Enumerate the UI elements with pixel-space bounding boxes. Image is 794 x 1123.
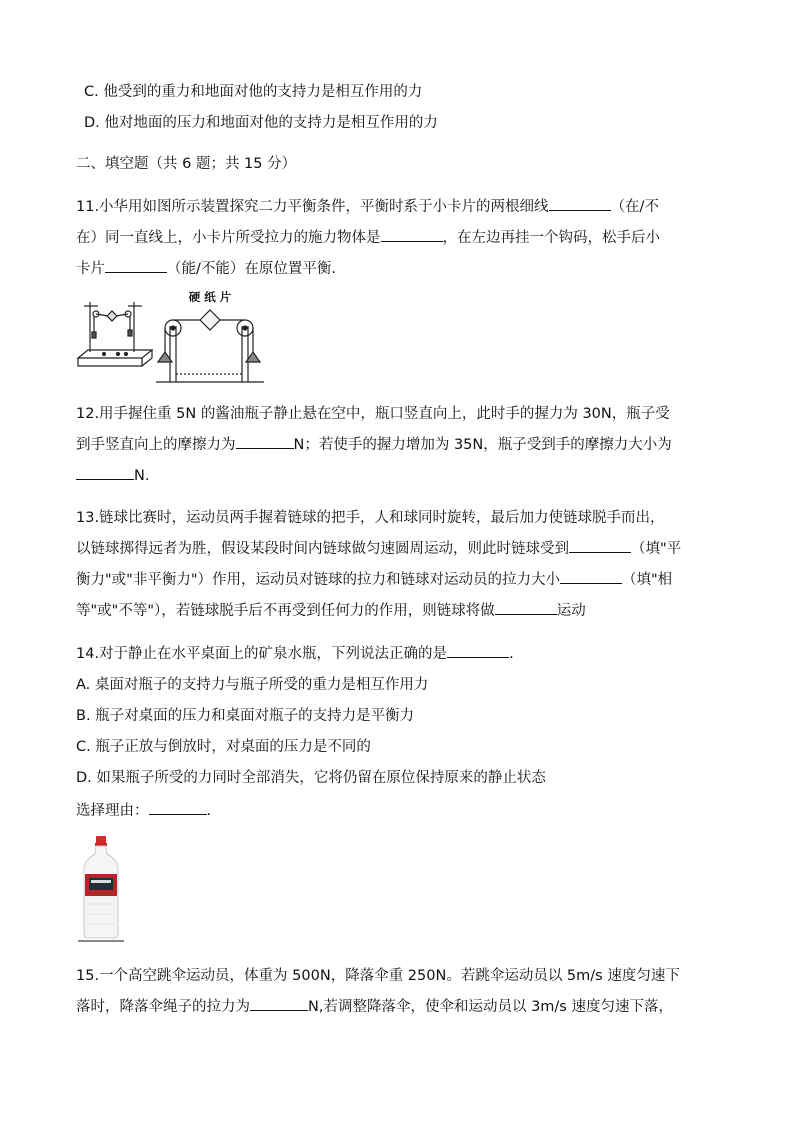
q12-line-1: 12.用手握住重 5N 的酱油瓶子静止悬在空中，瓶口竖直向上，此时手的握力为 30N，瓶子受	[76, 406, 670, 422]
answer-blank[interactable]	[105, 260, 167, 273]
answer-blank[interactable]	[447, 645, 509, 658]
q14-stem: 14.对于静止在水平桌面上的矿泉水瓶，下列说法正确的是 .	[76, 646, 514, 662]
option-c-prev: C. 他受到的重力和地面对他的支持力是相互作用的力	[84, 84, 423, 100]
q13-line-1: 13.链球比赛时，运动员两手握着链球的把手，人和球同时旋转，最后加力使链球脱手而出，	[76, 510, 665, 526]
answer-blank[interactable]	[560, 571, 622, 584]
apparatus-figure-left	[74, 294, 156, 380]
answer-blank[interactable]	[149, 802, 207, 815]
q14-option-b: B. 瓶子对桌面的压力和桌面对瓶子的支持力是平衡力	[76, 708, 415, 724]
q11-line-2: 在）同一直线上，小卡片所受拉力的施力物体是 ，在左边再挂一个钩码，松手后小	[76, 230, 660, 246]
option-d-prev: D. 他对地面的压力和地面对他的支持力是相互作用的力	[84, 115, 438, 131]
q13-line-4: 等"或"不等"），若链球脱手后不再受到任何力的作用，则链球将做 运动	[76, 603, 586, 619]
answer-blank[interactable]	[250, 998, 308, 1011]
q11-line-3: 卡片 （能/不能）在原位置平衡.	[76, 261, 336, 277]
q12-line-2: 到手竖直向上的摩擦力为 N；若使手的握力增加为 35N，瓶子受到手的摩擦力大小为	[76, 437, 672, 453]
q14-reason: 选择理由： .	[76, 803, 212, 819]
answer-blank[interactable]	[569, 540, 631, 553]
answer-blank[interactable]	[495, 602, 557, 615]
q14-option-a: A. 桌面对瓶子的支持力与瓶子所受的重力是相互作用力	[76, 677, 429, 693]
answer-blank[interactable]	[236, 436, 294, 449]
q13-line-3: 衡力"或"非平衡力"）作用，运动员对链球的拉力和链球对运动员的拉力大小 （填"相	[76, 572, 673, 588]
q15-line-1: 15.一个高空跳伞运动员，体重为 500N，降落伞重 250N。若跳伞运动员以 5m/s 速度匀速下	[76, 968, 680, 984]
water-bottle-image	[78, 834, 124, 946]
answer-blank[interactable]	[381, 229, 443, 242]
q12-line-3: N.	[76, 466, 149, 486]
q15-line-2: 落时，降落伞绳子的拉力为 N,若调整降落伞，使伞和运动员以 3m/s 速度匀速下落，	[76, 999, 673, 1015]
q11-line-1: 11.小华用如图所示装置探究二力平衡条件，平衡时系于小卡片的两根细线 （在/不	[76, 199, 659, 215]
answer-blank[interactable]	[549, 198, 611, 211]
q14-option-c: C. 瓶子正放与倒放时，对桌面的压力是不同的	[76, 739, 371, 755]
q13-line-2: 以链球掷得远者为胜，假设某段时间内链球做匀速圆周运动，则此时链球受到 （填"平	[76, 541, 682, 557]
card-label: 硬 纸 片	[188, 290, 232, 304]
section-title: 二、填空题（共 6 题；共 15 分）	[76, 156, 297, 172]
apparatus-figure-right	[154, 290, 266, 388]
answer-blank[interactable]	[76, 467, 134, 480]
q14-option-d: D. 如果瓶子所受的力同时全部消失，它将仍留在原位保持原来的静止状态	[76, 770, 546, 786]
